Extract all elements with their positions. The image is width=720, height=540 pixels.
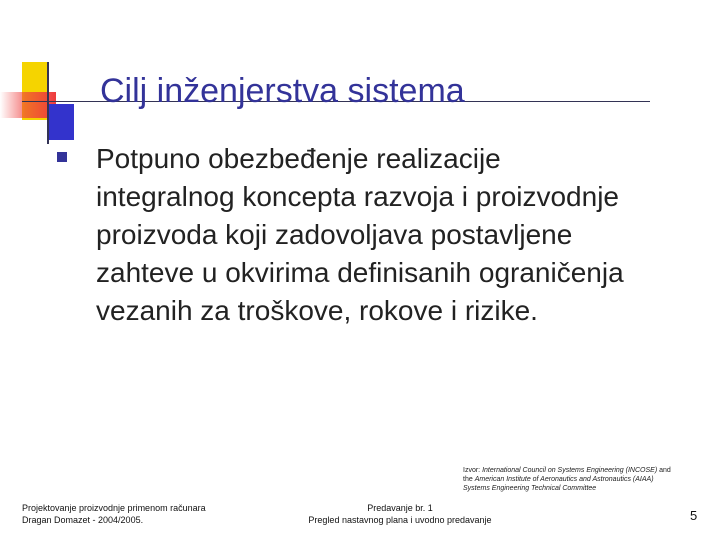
bullet-text — [96, 140, 708, 330]
footer-course-title: Projektovanje proizvodnje primenom računara — [22, 503, 206, 513]
bullet-line: zahteve u okvirima definisanih ograničenja — [96, 257, 624, 288]
logo-vertical-line — [47, 62, 49, 144]
source-and: and — [657, 467, 671, 474]
footer-course — [22, 502, 206, 526]
bullet-line: Potpuno obezbeđenje realizacije — [96, 143, 501, 174]
source-org1: International Council on Systems Engineering (INCOSE) — [482, 467, 658, 474]
footer-lecture-title: Pregled nastavnog plana i uvodno predavanje — [308, 515, 492, 525]
footer-lecture-number: Predavanje br. 1 — [367, 503, 433, 513]
source-note — [463, 466, 713, 493]
bullet-line: vezanih za troškove, rokove i rizike. — [96, 295, 538, 326]
footer-author: Dragan Domazet - 2004/2005. — [22, 515, 144, 525]
bullet-line: integralnog koncepta razvoja i proizvodnje — [96, 181, 619, 212]
bullet-line: proizvoda koji zadovoljava postavljene — [96, 219, 573, 250]
page-number: 5 — [690, 508, 698, 523]
logo-blue-block — [47, 104, 74, 140]
source-line2-prefix: the — [463, 476, 475, 483]
source-org2: American Institute of Aeronautics and Astronautics (AIAA) — [474, 476, 654, 483]
footer-lecture — [300, 502, 500, 526]
slide-title: Cilj inženjerstva sistema — [100, 72, 465, 110]
source-prefix: Izvor: — [463, 467, 483, 474]
source-line3: Systems Engineering Technical Committee — [463, 485, 597, 492]
square-bullet-icon — [57, 152, 67, 162]
